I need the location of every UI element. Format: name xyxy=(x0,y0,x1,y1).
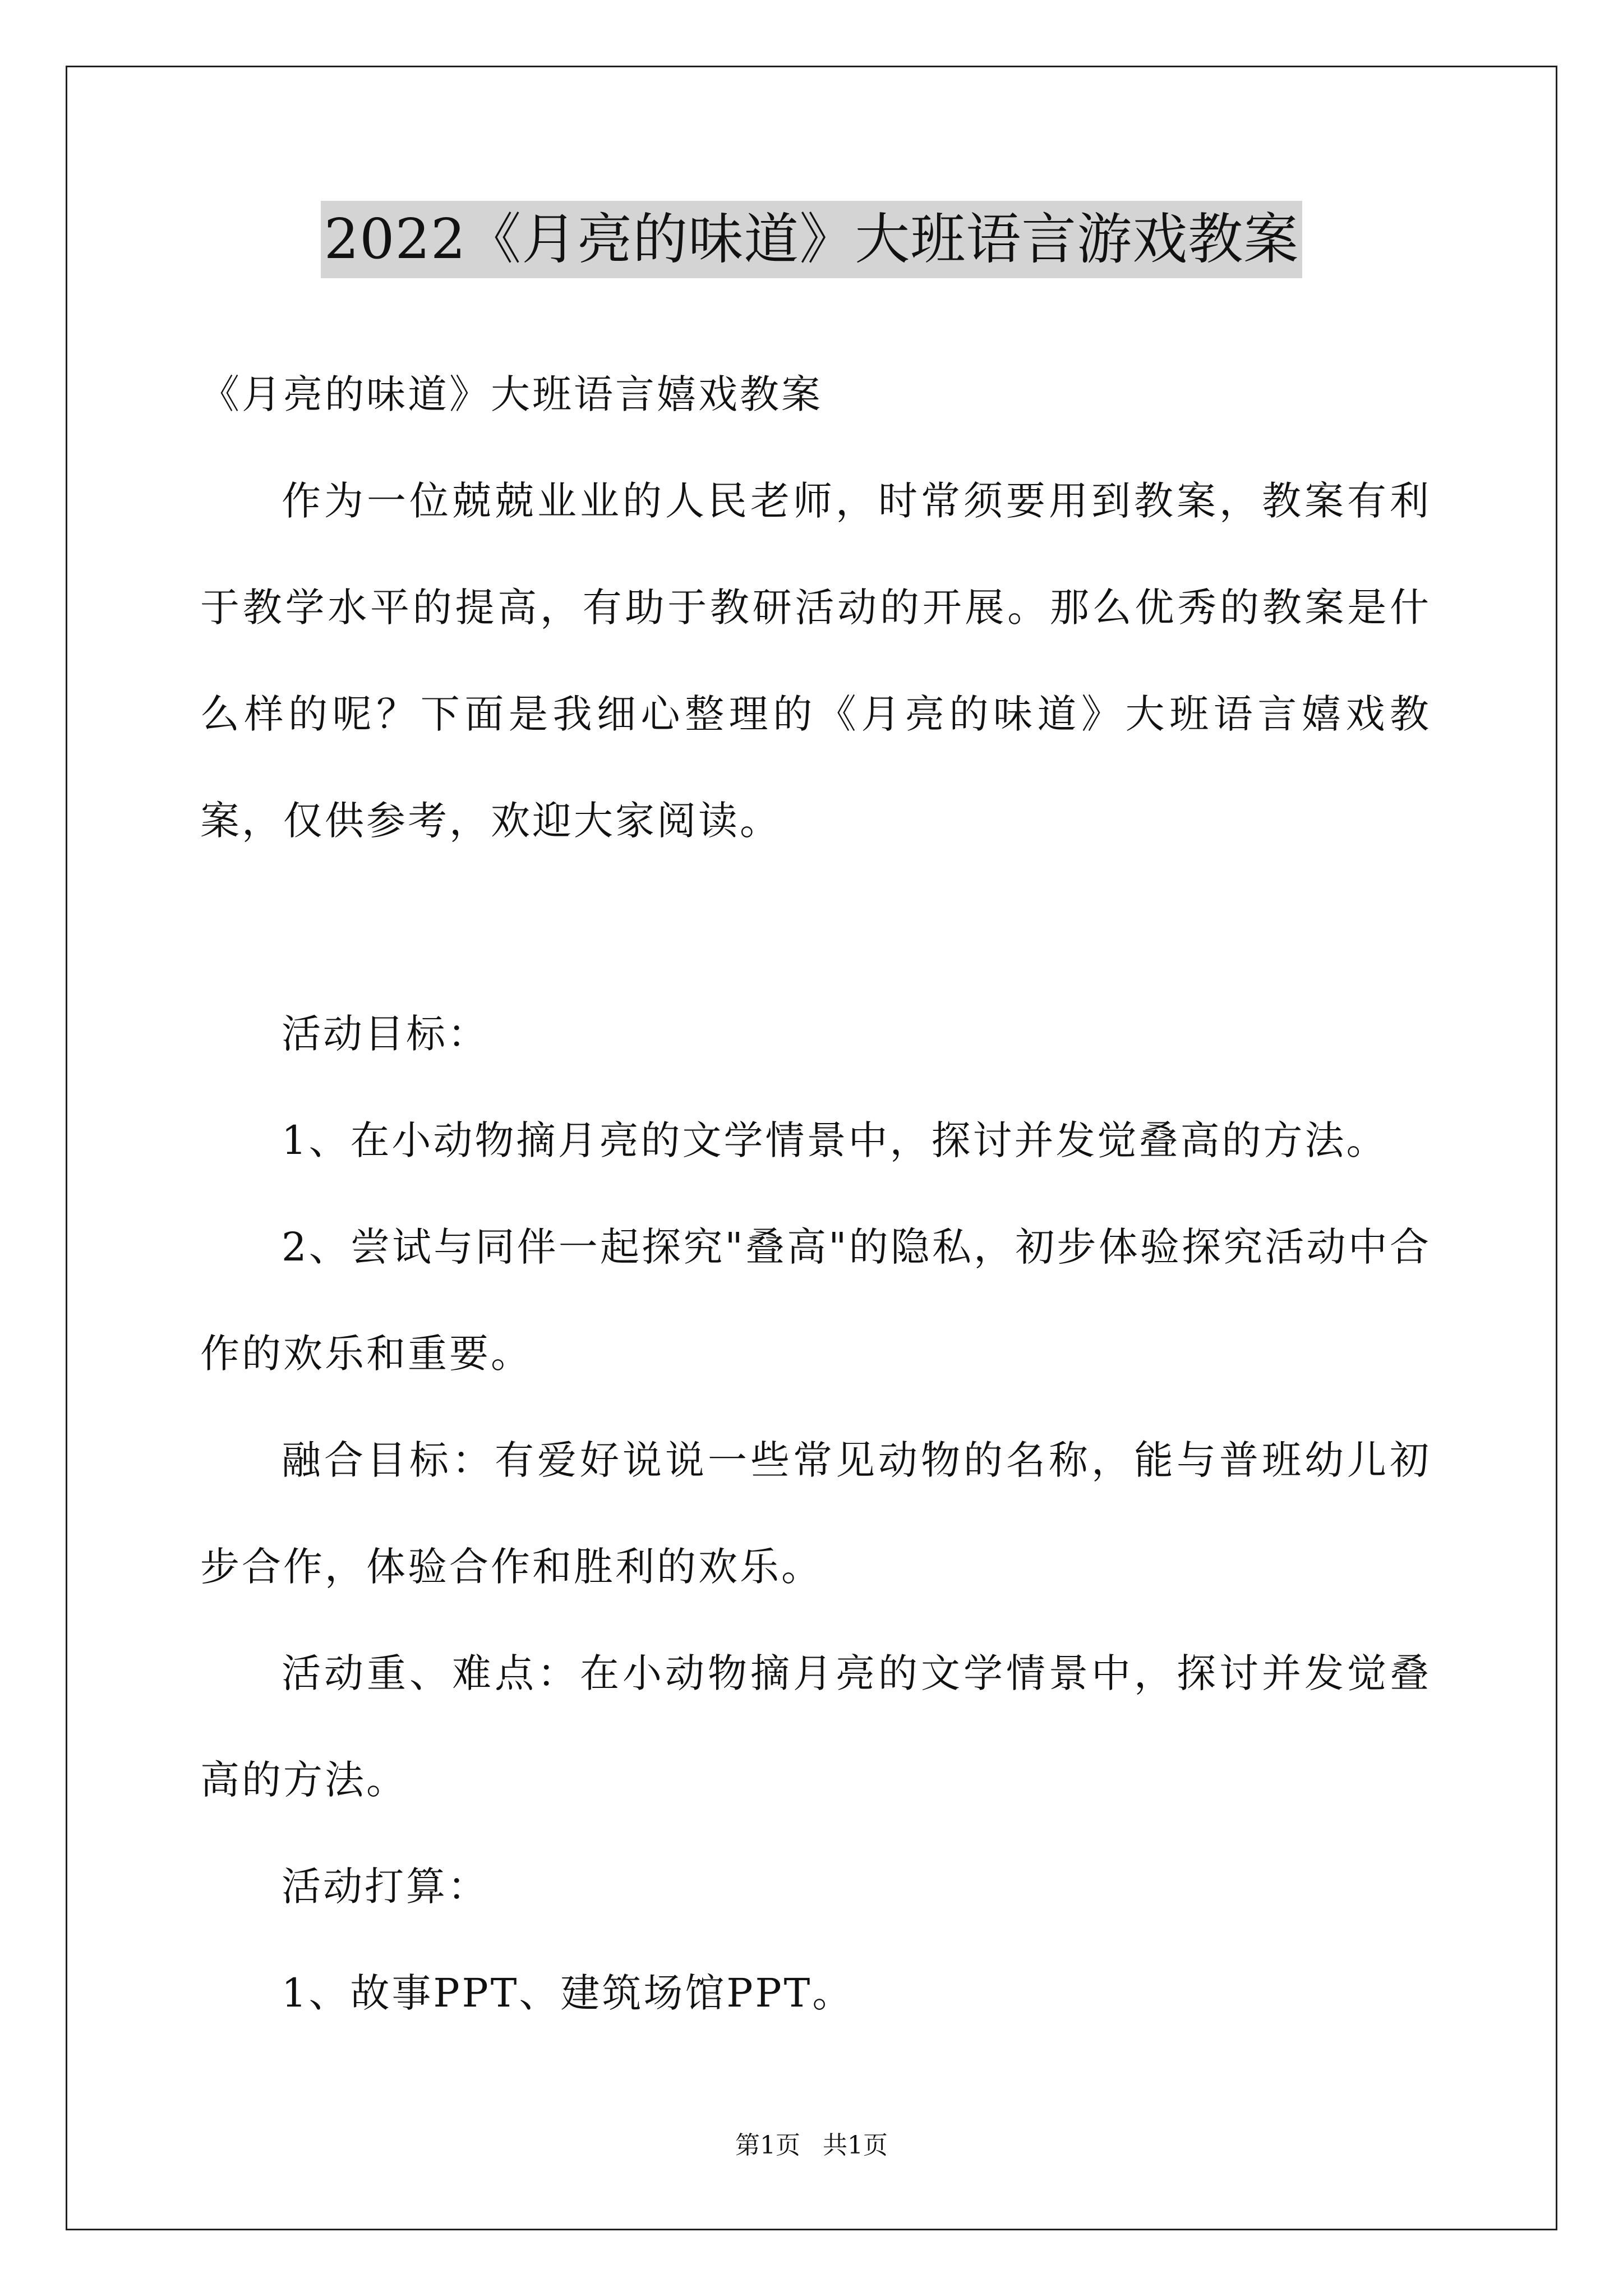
goals-heading: 活动目标： xyxy=(282,1011,489,1057)
prep-item-1: 1、故事PPT、建筑场馆PPT。 xyxy=(282,1970,854,2016)
page-total: 共1页 xyxy=(823,2131,888,2160)
goal-item-2: 2、尝试与同伴一起探究"叠高"的隐私，初步体验探究活动中合作的欢乐和重要。 xyxy=(200,1224,1431,1377)
goal-item-1: 1、在小动物摘月亮的文学情景中，探讨并发觉叠高的方法。 xyxy=(282,1117,1388,1163)
intro-paragraph: 作为一位兢兢业业的人民老师，时常须要用到教案，教案有利于教学水平的提高，有助于教研活动的开展。那么优秀的教案是什么样的呢？下面是我细心整理的《月亮的味道》大班语言嬉戏教案，仅供参考，欢迎大家阅读。 xyxy=(200,478,1431,844)
document-body xyxy=(200,341,1431,2046)
paragraph-gap xyxy=(200,874,1431,981)
key-points-paragraph: 活动重、难点：在小动物摘月亮的文学情景中，探讨并发觉叠高的方法。 xyxy=(200,1650,1431,1803)
page-footer xyxy=(0,2129,1623,2162)
title-wrap xyxy=(0,201,1623,278)
prep-heading: 活动打算： xyxy=(282,1864,489,1910)
document-title: 2022《月亮的味道》大班语言游戏教案 xyxy=(321,201,1302,278)
page-number: 第1页 xyxy=(735,2131,800,2160)
fusion-goal-paragraph: 融合目标：有爱好说说一些常见动物的名称，能与普班幼儿初步合作，体验合作和胜利的欢乐。 xyxy=(200,1437,1431,1590)
document-subtitle: 《月亮的味道》大班语言嬉戏教案 xyxy=(200,371,823,417)
